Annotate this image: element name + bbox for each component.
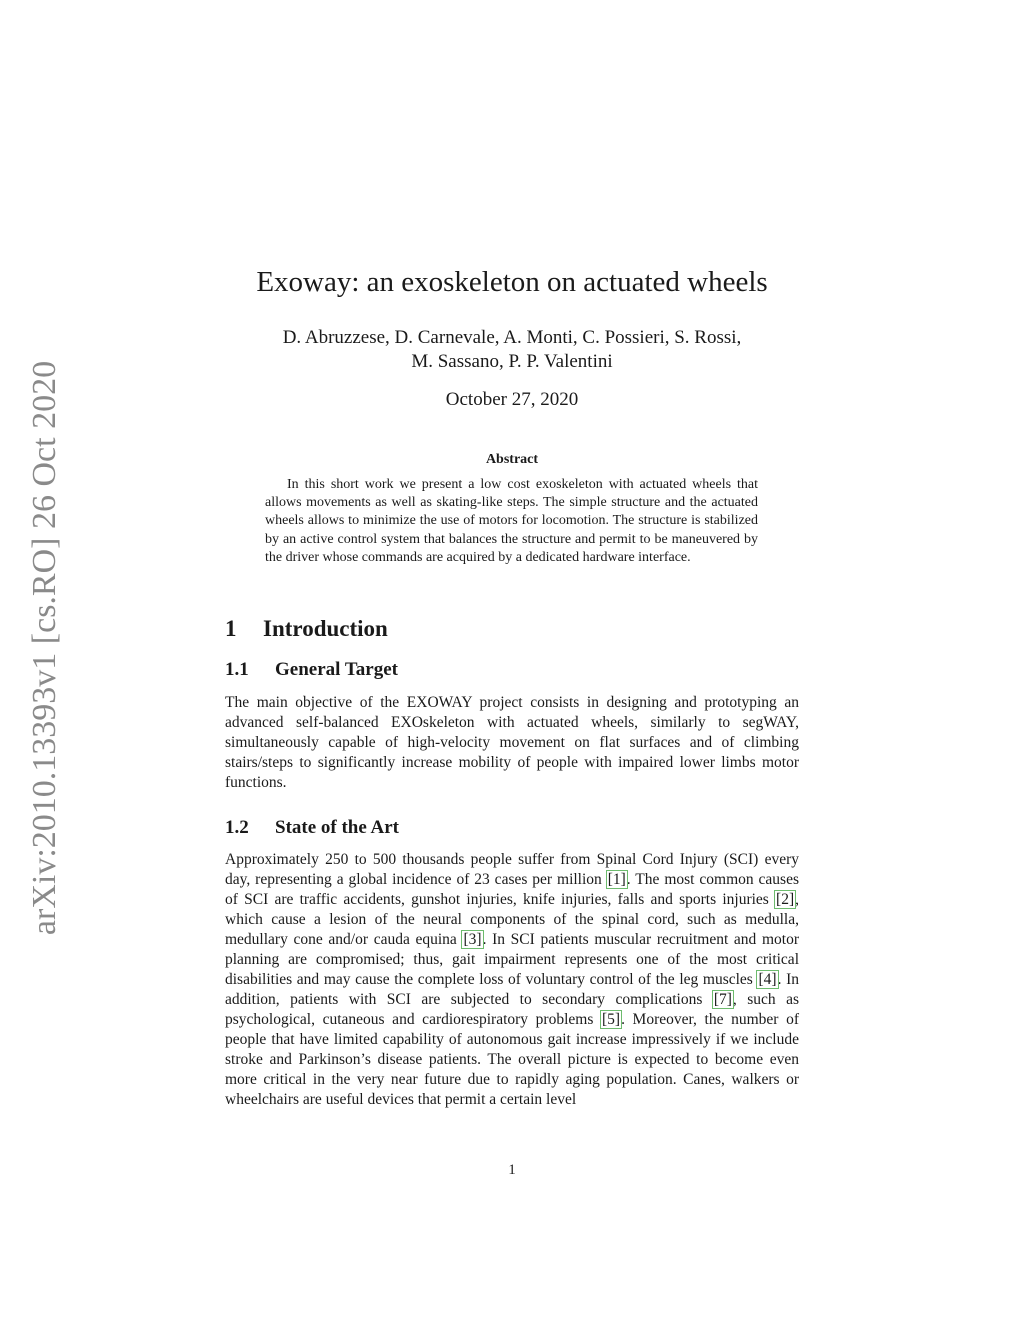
subsection-number: 1.1 [225,659,249,680]
abstract-heading: Abstract [485,452,539,467]
author-line-1: D. Abruzzese, D. Carnevale, A. Monti, C. Possieri, S. Rossi, [282,327,742,348]
paper-date: October 27, 2020 [445,389,579,410]
citation-link[interactable]: [3] [463,931,482,948]
paragraph-text: . The most common causes of SCI are traffic accidents, gunshot injuries, knife injuries, falls and sports injuries [225,871,799,908]
general-target-paragraph: The main objective of the EXOWAY project consists in designing and prototyping an advanced self-balanced EXOskeleton with actuated wheels, similarly to segWAY, simultaneously capable of high-velocity movement on flat surfaces and of climbing stairs/steps to significantly increase mobility of people with impaired lower limbs motor functions. [225,694,799,791]
paragraph-text: . In SCI patients muscular recruitment and motor planning are compromised; thus, gait impairment represents one of the most critical disabilities and may cause the complete loss of voluntary control of the leg muscles [225,931,799,988]
citation-link[interactable]: [5] [601,1011,621,1028]
subsection-title: General Target [275,659,398,680]
page-number: 1 [508,1162,516,1178]
subsection-title: State of the Art [275,817,399,838]
citation-link[interactable]: [4] [758,971,777,988]
section-number: 1 [225,616,237,641]
section-heading-introduction [225,616,388,642]
paper-title: Exoway: an exoskeleton on actuated wheels [256,266,768,298]
subsection-heading-general-target [225,659,398,681]
paragraph-text: . In addition, patients with SCI are subjected to secondary complications [225,971,799,1008]
author-list [0,326,1024,374]
citation-link[interactable]: [1] [607,871,626,888]
paragraph-text: , which cause a lesion of the neural components of the spinal cord, such as medulla, medullary cone and/or cauda equina [225,891,799,948]
subsection-heading-state-of-the-art [225,817,399,839]
section-title: Introduction [263,616,388,641]
author-line-2: M. Sassano, P. P. Valentini [411,351,613,372]
paragraph-text: , such as psychological, cutaneous and cardiorespiratory problems [225,991,800,1028]
abstract-text: In this short work we present a low cost exoskeleton with actuated wheels that allows movements as well as skating-like steps. The simple structure and the actuated wheels allows to minimize the use of motors for locomotion. The structure is stabilized by an active control system that balances the structure and permit to be maneuvered by the driver whose commands are acquired by a dedicated hardware interface. [265,477,758,565]
subsection-number: 1.2 [225,817,249,838]
state-of-the-art-paragraph [225,850,799,1110]
citation-link[interactable]: [2] [776,891,795,908]
arxiv-identifier-text: arXiv:2010.13393v1 [cs.RO] 26 Oct 2020 [26,360,63,936]
paragraph-text: Approximately 250 to 500 thousands people suffer from Spinal Cord Injury (SCI) every day, representing a global incidence of 23 cases per million [225,851,799,888]
citation-link[interactable]: [7] [713,991,732,1008]
paragraph-text: . Moreover, the number of people that have limited capability of autonomous gait increase impressively if we include stroke and Parkinson’s disease patients. The overall picture is expected to become even more critical in the very near future due to rapidly aging population. Canes, walkers or wheelchairs are useful devices that permit a certain level [225,1011,799,1108]
